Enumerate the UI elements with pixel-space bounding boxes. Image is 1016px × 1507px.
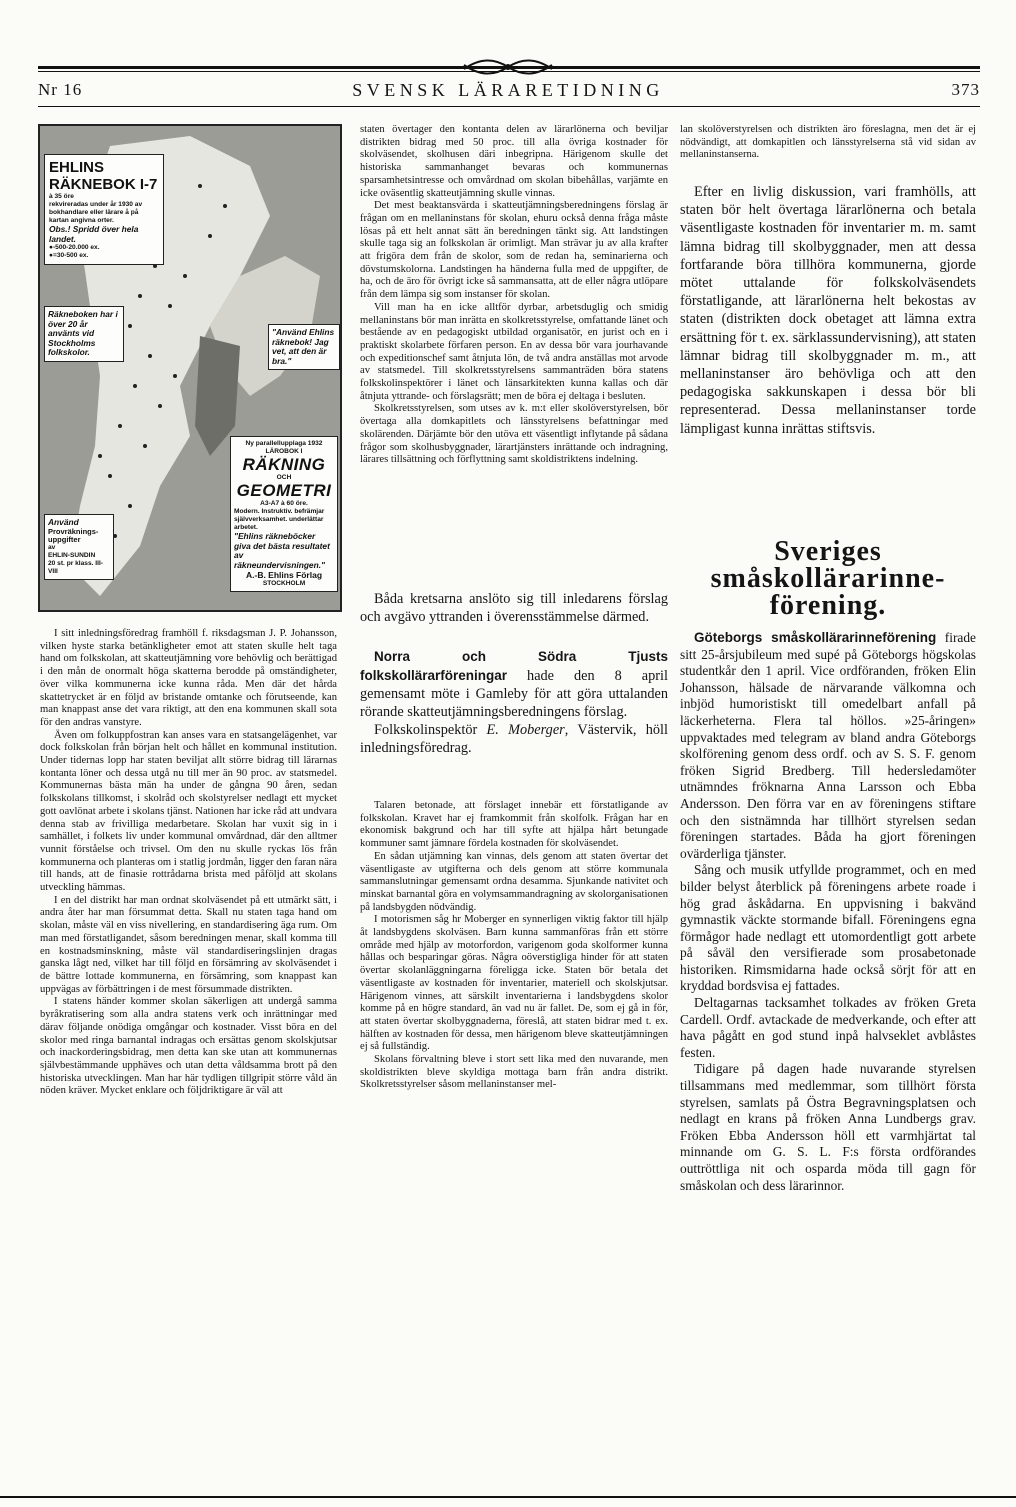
paragraph: Sång och musik utfyllde programmet, och en med bilder belyst återblick på föreningens arbete roade i hög grad åskådarna. En uppvisning i bakvänd gymnastik väckte stormande bifall. Föreningens egna förmågor hade nedlagt ett utomordentligt gott arbete på såväl den versifierade som prosabetonade historiken. Rimsmidarna hade också sörjt för att en kryddad bordsvisa ej fattades. [680,862,976,994]
paragraph: I sitt inledningsföredrag framhöll f. riksdagsman J. P. Johansson, vilken hyste starka betänkligheter emot att staten skulle helt taga hand om folkskolan, att skatteutjämning vore behövlig och berättigad i den mån de onormalt höga skatterna berodde på omständigheter, över vilka kommunerna icke kunna råda. Men där det hårda skattetrycket är en följd av bristande omtanke och förutseende, kan man knappast anse det vara riktigt, att den ena kommunen skall sota för den andras vanstyre. [40,628,337,728]
ad-legend-1: ●-500-20.000 ex. [49,244,100,251]
paragraph: I statens händer kommer skolan säkerligen att undergå samma byråkratisering som alla andra statens verk och inrättningar med därav följande onödiga omgångar och kostnader. Visst böra en del skolor med ringa barnantal indragas och ersättas genom skolskjutsar och inackorderingsbidrag, men detta kan ske utan att kommunernas självbestämmande upphäves och utan detta våldsamma brott på den historiska utvecklingen. Man har här tydligen tillgripit större våld än nöden kräver. Mycket enklare och följdriktigare är väl att [40,996,337,1097]
section-heading: Sveriges småskollärarinne-förening. [710,536,946,621]
ad-legend-2: ●=30-500 ex. [49,252,89,259]
paragraph: Efter en livlig diskussion, vari framhölls, att staten bör helt övertaga lärarlönerna och betala väsentligaste kostnaden för inventarier m. m. samt lämna bidrag till skolbyggnader, men att dessa fortfarande böra tillhöra kommunerna, gjorde mötet uttalande för folkskolväsendets förstatligande, att lärarlönerna helt bekostas av staten (distrikten dock obetaget att lämna extra ersättning för t. ex. särklassundervisning), att staten lämnar bidrag till skolbyggnader m. m., att mellaninstanser äro behövliga och att den pedagogiska sakkunskapen i dessa bör bli representerad. Dessa mellaninstanser torde lämpligast kunna inrättas stiftsvis. [680,184,976,437]
ad-side-title: Provräknings-uppgifter [48,526,99,544]
paragraph: I motorismen såg hr Moberger en synnerligen viktig faktor till hjälp åt landsbygdens skolväsen. Barn kunna sammanföras från ett större område med hjälp av motorfordon, varigenom goda skolformer kunna hållas och besparingar göras. Några oöverstigliga hinder för att staten övertar skolanläggningarna föreligga icke. Staten bör betala det väsentligaste av kostnaden för inventarier, materiell och skolskjutsar. Härigenom vinnes, att särskilt inventarierna i landsbygdens skolor komme på en högre standard, än vad nu är fallet. De, som ej gå in för, att staten övertar skolbyggnaderna, föreslå, att staten bidrar med t. ex. hälften av kostnaden för dessa, men härigenom bleve skatteutjämningen ej så fullständig. [360,914,668,1053]
column-3-jubilee-article [680,630,976,1475]
bottom-rule [0,1496,1016,1498]
column-2-report [360,800,668,1480]
paragraph: Tidigare på dagen hade nuvarande styrelsen tillsammans med medlemmar, som tillhört första styrelsen, samlats på Östra Begravningsplatsen och nedlagt en krans på fröken Anna Lundbergs grav. Fröken Ebba Andersson höll ett varmhjärtat tal minnande om G. S. L. F:s första ordförandes outtröttliga nit och osparda möda till gagn för småskolan och dess lärarinnor. [680,1061,976,1193]
paragraph: lan skolöverstyrelsen och distrikten äro föreslagna, men det är ej nödvändigt, att domkapitlen och länsstyrelserna stå vid sidan av mellaninstanserna. [680,124,976,161]
column-1-article [40,628,337,1468]
jubilee-lead-bold: Göteborgs småskollärarinneförening [694,630,937,645]
paragraph: Deltagarnas tacksamhet tolkades av fröken Greta Cardell. Ordf. avtackade de medverkande, och efter att hava pågått en god stund inpå halvseklet avblåstes festen. [680,995,976,1060]
ad-geometri: GEOMETRI [236,481,332,500]
ad-side-price: 20 st. pr klass. III-VIII [48,559,103,575]
paragraph: Det mest beaktansvärda i skatteutjämningsberedningens förslag är frågan om en mellaninstans för skolan, ehuru också denna fråga måste lösas på ett helt annat sätt än beredningen tänkt sig. Att landstingen skulle taga sig an folkskolan är orimligt. Man strävar ju av alla krafter att frigöra dem från de skolor, som de redan ha, seminarierna och dövstumskolorna. Landstingen ha händerna fulla med de uppgifter, de ha, och de äro för övrigt icke så sammansatta, att de eller några utlöpare från dem lämpa sig som instanser för skolan. [360,200,668,301]
masthead-title: SVENSK LÄRARETIDNING [352,80,664,100]
ad-edition: Ny parallellupplaga 1932 [245,440,323,447]
ad-quote: "Ehlins räkneböcker giva det bästa resultatet av räkneundervisningen." [234,531,330,570]
ad-modern-text: Modern. Instruktiv. befrämjar självverksamhet. underlättar arbetet. [234,508,325,531]
jubilee-lead-paragraph [680,630,976,862]
tjust-lead-rest: hade den 8 april gemensamt möte i Gamleby för att göra uttalanden rörande skatteutjämningsberedningens förslag. [360,667,668,721]
ehlins-advertisement [38,124,342,612]
ad-side-head: Använd [48,517,79,527]
page-number: 373 [951,80,980,99]
ad-used-text: Räkneboken har i över 20 år använts vid Stockholms folkskolor. [48,309,118,357]
column-2-continuation [360,124,668,584]
header-rule [38,106,980,107]
paragraph: I en del distrikt har man ordnat skolväsendet på ett utmärkt sätt, i andra åter har man försummat detta. Skall nu staten taga hand om skolan, måste väl en viss nivellering, en standardisering äga rum. Om man med förstatligandet, såsom beredningen menar, skall komma till en kostnadsminskning, måste väl standardiseringslinjen dragas ganska lågt ned, vilket har till följd en försämring av skolväsendet i de bättre lottade kommunerna, en försämring, som knappast kan uppvägas av förbättringen i de mest försummade distrikten. [40,894,337,995]
ad-book-title: RÄKNEBOK I-7 [49,176,158,193]
ad-title-box [44,154,164,265]
paragraph: Vill man ha en icke alltför dyrbar, arbetsduglig och smidig mellaninstans bör man inrätta en skolkretsstyrelse, omfattande länet och bestående av en pedagogiskt utbildad organisatör, en jurist och en i praktiskt skolarbete förfaren person. En av dessa bör vara jourhavande och expeditionschef samt åtnjuta lön, de två andra anställas mot arvode av statsmedel. Till skolkretsstyrelsens sammanträden böra statens folkskolinspektörer i länet och länsarkitekten kunna kallas och där åtnjuta yttrande- och förslagsrätt; men de böra ej deltaga i besluten. [360,301,668,402]
ad-side-by: av [48,543,56,551]
ad-price: à 35 öre [49,193,74,200]
inspector-name: E. Moberger [486,722,565,739]
column-3-resolution [680,183,976,513]
issue-number: Nr 16 [38,80,83,99]
ad-side-author: EHLIN-SUNDIN [48,551,96,559]
ad-geometri-box [230,436,338,592]
paragraph: En sådan utjämning kan vinnas, dels genom att staten övertar det väsentligaste av utgifterna och dels genom att större kommunala sammanslutningar gemensamt ordna desamma. Sjunkande nativitet och minskat barnantal göra en volymsammandragning av skolorganisationen på landsbygden nödvändig. [360,850,668,913]
ad-och: OCH [276,474,292,481]
tjust-lead-bold: Norra och Södra Tjusts folkskollärarföreningar [360,649,668,683]
paragraph: Skolkretsstyrelsen, som utses av k. m:t eller skolöverstyrelsen, bör övertaga alla domkapitlets och länsstyrelsens befattningar med skolärenden. Därjämte bör den utöva ett väsentligt inflytande på sådana frågor som skolhusbyggnader, lärartjänsters inrättande och indragning, lärares tillsättning och förflyttning samt skoldistriktens indelning. [360,403,668,466]
paragraph: staten övertager den kontanta delen av lärarlönerna och beviljar distrikten bidrag med 50 proc. till alla övriga kostnader för skolväsendet, skolhusen däri inbegripna. Härigenom skulle det historiska sammanhanget bevaras och kommunernas sparsamhetsintresse och omvårdnad om skolan bibehållas, varjämte en icke oväsentlig skatteutjämning skulle vinnas. [360,124,668,199]
ad-obs-text: Obs.! Spridd över hela landet. [49,224,139,244]
column-3-continuation [680,124,976,168]
inspector-pre: Folkskolinspektör [374,722,487,739]
jubilee-lead-rest: firade sitt 25-årsjubileum med supé på Göteborgs högskolas studentkår den 1 april. Vice ordföranden, fröken Elin Johansson, hälsade de närvarande välkomna och inbjöd humoristiskt till omedelbart anfall på läckerheterna. Flera tal höllos. »25-åringen» uppvaktades med telegram av bland andra Göteborgs skolförening genom dess ordf. och av S. S. F. genom fröken Sigrid Bredberg. Till hedersledamöter utnämndes fröknarna Anna Larsson och Ebba Andersson. Den förra var en av föreningens stiftare och den sistnämnda har tillhört styrelsen sedan föreningen startades. Båda ha gjort föreningen ovärderliga tjänster. [680,630,976,861]
ad-larobok: LÄROBOK I [265,448,303,455]
column-2-large-text [360,590,668,790]
ad-badge-box [268,324,340,370]
ad-used-box [44,306,124,362]
paragraph [360,721,668,757]
ad-publisher: A.-B. Ehlins Förlag [245,570,323,580]
ad-geometri-price: A3-A7 à 60 öre. [260,500,308,507]
paragraph: Även om folkuppfostran kan anses vara en statsangelägenhet, var dock folkskolan från början helt och hållet en kommunal institution. Under tidernas lopp har staten beviljat allt större bidrag till lärarnas kontanta löner och dessa utgå nu till mer än 90 proc. av statsmedel. Kommunernas bästa män ha under de gångna 90 åren, sedan folkskolans tillkomst, i skolråd och skolstyrelser nedlagt ett mycket gott oavlönat arbete i skolans tjänst. Nationen har icke råd att undvara denna stab av frivilliga medarbetare. Skolan har vuxit sig in i samhället, i folkets liv under kommunal omvårdnad, där den alltmer vunnit förståelse och trivsel. Om den nu skulle ryckas lös från kommunerna och planteras om i statlig jordmån, ligger den faran nära till hands, att de finasie rottrådarna brista med påföljd att skolans utveckling hämmas. [40,729,337,894]
ad-brand: EHLINS [49,159,105,176]
ad-badge-text: "Använd Ehlins räknebok! Jag vet, att den är bra." [272,327,335,366]
paragraph: Båda kretsarna anslöto sig till inledarens förslag och avgävo yttranden i överensstämmelse därmed. [360,591,668,626]
ad-side-box [44,514,114,580]
paragraph: Talaren betonade, att förslaget innebär ett förstatligande av folkskolan. Kravet har ej framkommit från skolfolk. Frågan har en ekonomisk bakgrund och har till syfte att hjälpa hårt betungade kommuner samt jämnare fördela kostnaden för skolväsendet. [360,800,668,850]
ad-city: STOCKHOLM [262,580,306,587]
paragraph: Skolans förvaltning bleve i stort sett lika med den nuvarande, men skoldistrikten bleve skyldiga mottaga barn från andra distrikt. Skolkretsstyrelser såsom mellaninstanser mel- [360,1054,668,1091]
tjust-lead-paragraph [360,648,668,721]
inspector-post: , Västervik, höll inledningsföredrag. [360,722,668,757]
ornament-icon [460,54,556,80]
ad-order-text: rekvireradas under år 1930 av bokhandlare eller lärare å på kartan angivna orter. [49,201,143,224]
ad-rakning: RÄKNING [242,455,326,474]
